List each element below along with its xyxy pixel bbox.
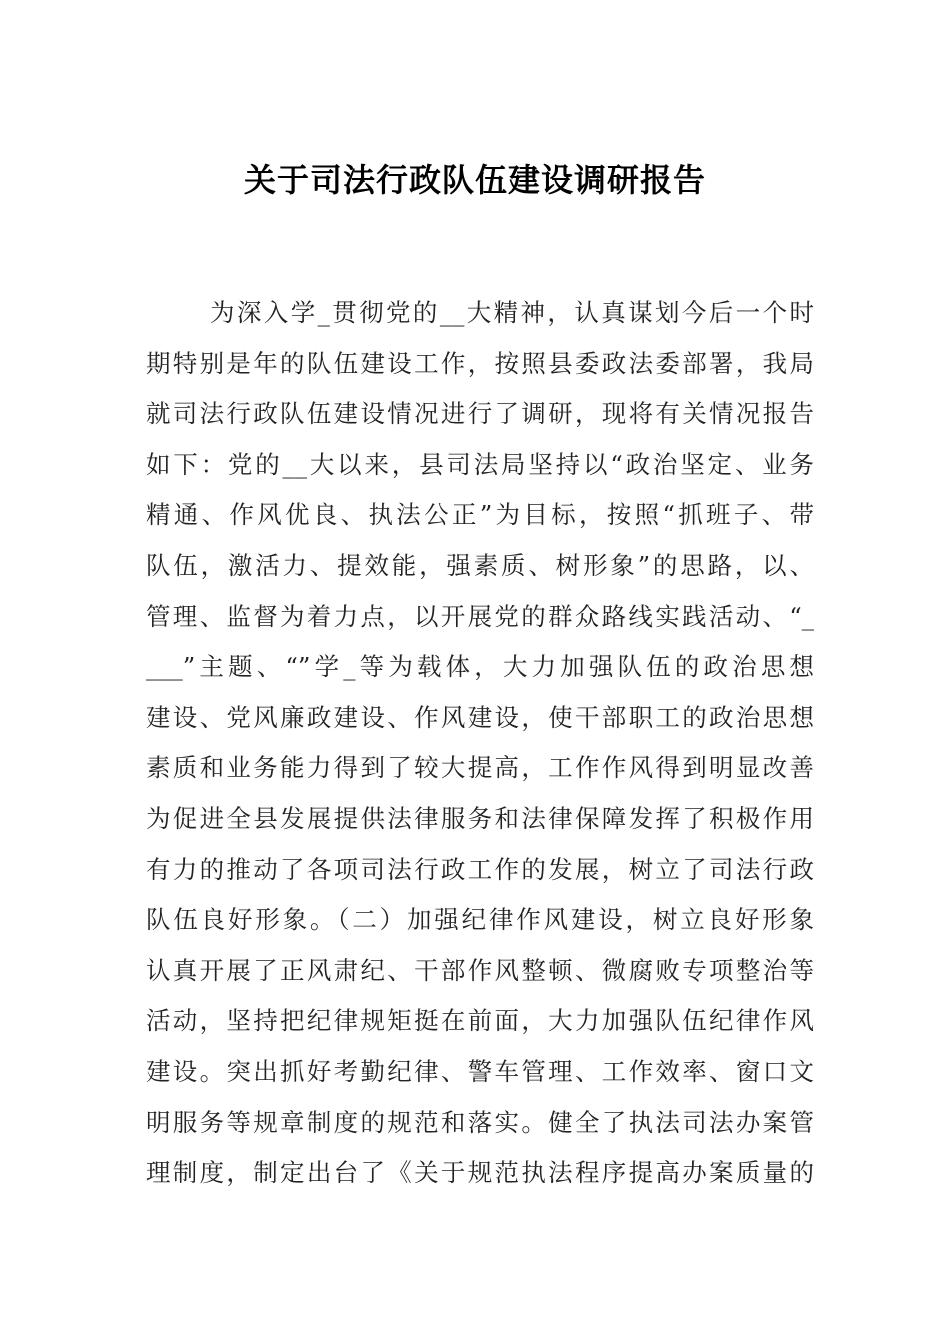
body-line: 队伍，激活力、提效能，强素质、树形象”的思路，以、: [146, 550, 814, 580]
body-line: 期特别是年的队伍建设工作，按照县委政法委部署，我局: [146, 348, 814, 378]
document-title: 关于司法行政队伍建设调研报告: [243, 161, 706, 199]
body-line: 素质和业务能力得到了较大提高，工作作风得到明显改善: [146, 753, 814, 783]
body-line: 建设。突出抓好考勤纪律、警车管理、工作效率、窗口文: [146, 1056, 814, 1086]
body-line: 活动，坚持把纪律规矩挺在前面，大力加强队伍纪律作风: [146, 1006, 814, 1036]
body-line: 有力的推动了各项司法行政工作的发展，树立了司法行政: [146, 854, 814, 884]
body-line: 管理、监督为着力点，以开展党的群众路线实践活动、“_: [146, 601, 814, 631]
body-line: 如下：党的__大以来，县司法局坚持以“政治坚定、业务: [146, 449, 814, 479]
body-line: 为深入学_贯彻党的__大精神，认真谋划今后一个时: [210, 298, 814, 327]
body-line: 认真开展了正风肃纪、干部作风整顿、微腐败专项整治等: [146, 955, 814, 985]
body-line: 建设、党风廉政建设、作风建设，使干部职工的政治思想: [146, 702, 814, 732]
body-line: 为促进全县发展提供法律服务和法律保障发挥了积极作用: [146, 803, 814, 833]
body-line: 队伍良好形象。（二）加强纪律作风建设，树立良好形象: [146, 905, 814, 935]
body-line: 理制度，制定出台了《关于规范执法程序提高办案质量的: [146, 1158, 814, 1188]
body-line: ___”主题、“”学_等为载体，大力加强队伍的政治思想: [146, 652, 814, 682]
body-line: 精通、作风优良、执法公正”为目标，按照“抓班子、带: [146, 500, 814, 530]
document-body: [146, 288, 814, 1199]
body-line: 明服务等规章制度的规范和落实。健全了执法司法办案管: [146, 1107, 814, 1137]
body-line: 就司法行政队伍建设情况进行了调研，现将有关情况报告: [146, 399, 814, 429]
